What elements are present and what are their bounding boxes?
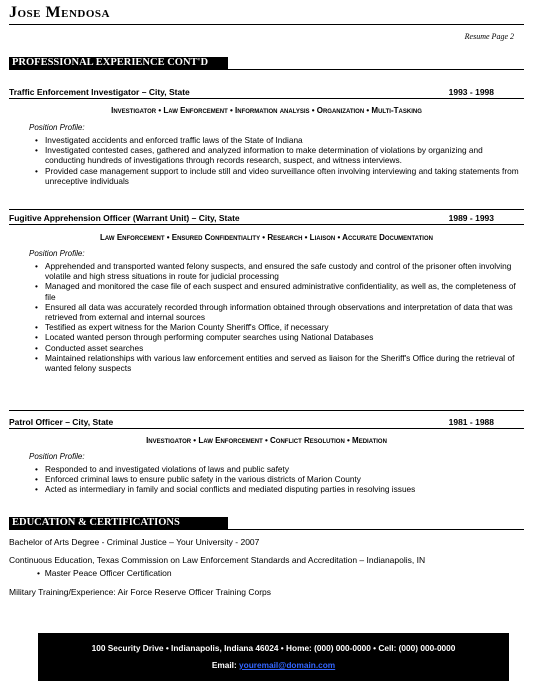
email-link[interactable]: youremail@domain.com — [239, 660, 336, 670]
skills-line: Law Enforcement • Ensured Confidentiality • Research • Liaison • Accurate Documentation — [100, 233, 433, 242]
position-profile-label: Position Profile: — [29, 123, 85, 132]
experience-section-title: PROFESSIONAL EXPERIENCE CONT'D — [9, 57, 228, 69]
duty-list — [35, 135, 520, 186]
skills-line: Investigator • Law Enforcement • Information analysis • Organization • Multi-Tasking — [111, 106, 422, 115]
continuing-education-line: Continuous Education, Texas Commission on Law Enforcement Standards and Accreditation – Indianapolis, IN — [9, 555, 426, 565]
education-section-title: EDUCATION & CERTIFICATIONS — [9, 517, 228, 529]
list-item: • Enforced criminal laws to ensure public safety in the various districts of Marion County — [35, 474, 520, 484]
duty-list — [35, 464, 520, 495]
job-divider — [9, 224, 524, 225]
certification-line: • Master Peace Officer Certification — [37, 568, 172, 578]
job-dates: 1989 - 1993 — [448, 213, 494, 223]
skills-line: Investigator • Law Enforcement • Conflict Resolution • Mediation — [146, 436, 387, 445]
list-item: • Investigated accidents and enforced traffic laws of the State of Indiana — [35, 135, 520, 145]
name-divider — [9, 24, 524, 25]
degree-line: Bachelor of Arts Degree - Criminal Justice – Your University - 2007 — [9, 537, 260, 547]
job-title: Traffic Enforcement Investigator – City, State — [9, 87, 190, 97]
section-divider — [9, 529, 524, 530]
contact-footer — [38, 633, 509, 681]
job-divider — [9, 410, 524, 411]
list-item: • Acted as intermediary in family and social conflicts and mediated disputing parties in resolving issues — [35, 484, 520, 494]
list-item: • Conducted asset searches — [35, 343, 520, 353]
list-item: • Maintained relationships with various law enforcement entities and served as liaison for the Sheriff's Office during the retrieval of wanted felony suspects — [35, 353, 520, 373]
job-title: Fugitive Apprehension Officer (Warrant Unit) – City, State — [9, 213, 240, 223]
job-divider — [9, 428, 524, 429]
military-line: Military Training/Experience: Air Force Reserve Officer Training Corps — [9, 587, 272, 597]
job-dates: 1981 - 1988 — [448, 417, 494, 427]
list-item: • Located wanted person through performing computer searches using National Databases — [35, 332, 520, 342]
candidate-name: Jose Mendosa — [9, 4, 110, 21]
contact-info: 100 Security Drive • Indianapolis, Indiana 46024 • Home: (000) 000-0000 • Cell: (000) 000-0000 — [91, 643, 456, 653]
duty-list — [35, 261, 520, 373]
job-dates: 1993 - 1998 — [448, 87, 494, 97]
certification-text: Master Peace Officer Certification — [44, 568, 172, 578]
job-divider — [9, 209, 524, 210]
email-line — [38, 660, 509, 670]
list-item: • Testified as expert witness for the Marion County Sheriff's Office, if necessary — [35, 322, 520, 332]
list-item: • Provided case management support to include still and video surveillance often involving interviewing and taking statements from unreceptive individuals — [35, 166, 520, 186]
list-item: • Apprehended and transported wanted felony suspects, and ensured the safe custody and control of the prisoner often involving volatile and high stress situations in route for judicial processing — [35, 261, 520, 281]
section-divider — [9, 69, 524, 70]
job-divider — [9, 98, 524, 99]
email-label: Email: — [211, 660, 237, 670]
list-item: • Responded to and investigated violations of laws and public safety — [35, 464, 520, 474]
job-title: Patrol Officer – City, State — [9, 417, 114, 427]
position-profile-label: Position Profile: — [29, 249, 85, 258]
list-item: • Ensured all data was accurately recorded through information obtained through observations and interpretation of data that was retrieved from external and internal sources — [35, 302, 520, 322]
position-profile-label: Position Profile: — [29, 452, 85, 461]
list-item: • Investigated contested cases, gathered and analyzed information to make determination of violations by organizing and conducting hundreds of investigations through records research, suspect, and witness interviews. — [35, 145, 520, 165]
page-label: Resume Page 2 — [464, 32, 514, 41]
list-item: • Managed and monitored the case file of each suspect and ensured administrative confidentiality, as well as, the completeness of file — [35, 281, 520, 301]
